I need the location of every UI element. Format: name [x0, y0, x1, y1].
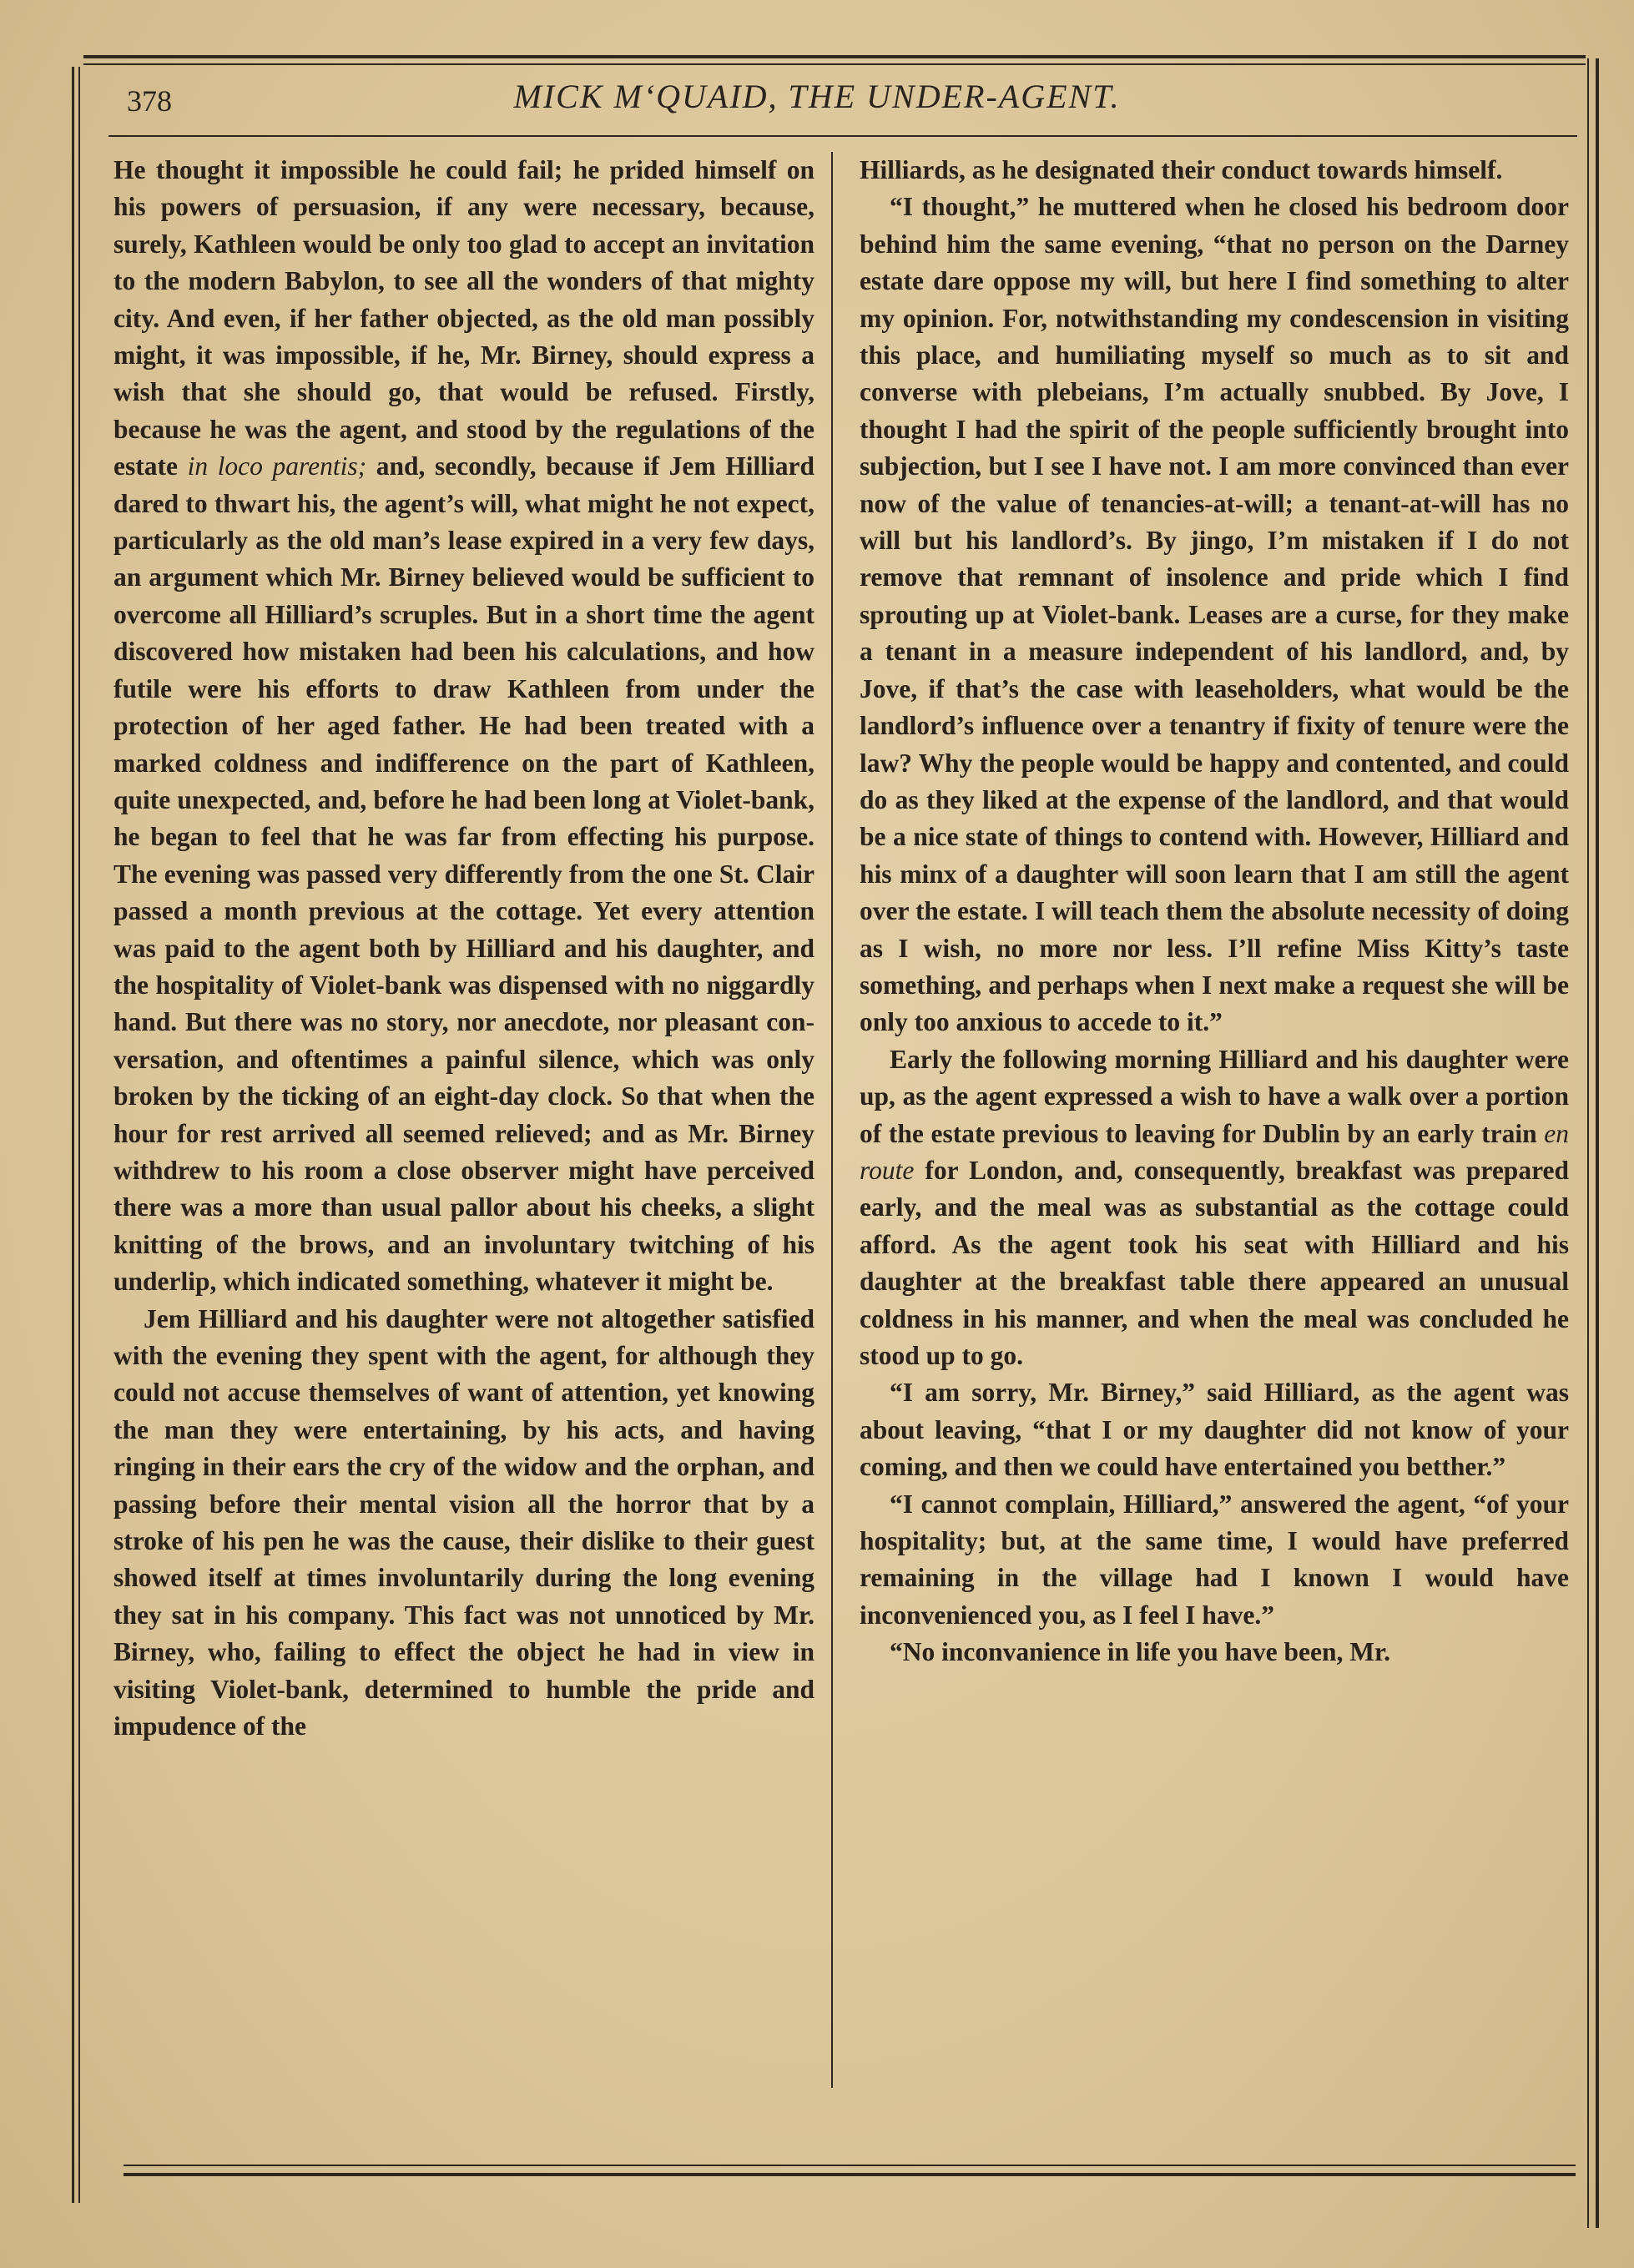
- right-column: [860, 152, 1569, 2117]
- left-border: [72, 67, 74, 2203]
- text-run: Early the following morning Hilliard and his daughter were up, as the agent expressed a wish to have a walk over a portion of the estate previous to leaving for Dublin by an early train: [860, 1044, 1569, 1148]
- paragraph: “I am sorry, Mr. Birney,” said Hilliard, as the agent was about leaving, “that I or my daughter did not know of your coming, and then we could have entertained you betther.”: [860, 1378, 1569, 1482]
- text-run: and, secondly, because if Jem Hilliard dared to thwart his, the agent’s will, what might he not expect, particularly as the old man’s lease expired in a very few days, an argument which Mr. Birney believed would be sufficient to overcome all Hilliard’s scruples. But in a short time the agent discovered how mistaken had been his calculations, and how futile were his efforts to draw Kathleen from under the protection of her aged father. He had been treated with a marked coldness and indifference on the part of Kathleen, quite unexpected, and, before he had been long at Violet-bank, he began to feel that he was far from effecting his purpose. The evening was passed very differently from the one St. Clair passed a month previous at the cottage. Yet every attention was paid to the agent both by Hilliard and his daughter, and the hospitality of Violet-bank was dispensed with no niggardly hand. But there was no story, nor anecdote, nor pleasant conversation, and oftentimes a painful silence, which was only broken by the ticking of an eight-day clock. So that when the hour for rest arrived all seemed relieved; and as Mr. Birney withdrew to his room a close observer might have perceived there was a more than usual pallor about his cheeks, a slight knitting of the brows, and an involuntary twitching of his underlip, which indicated something, whatever it might be.: [113, 451, 814, 1297]
- paragraph: [860, 1041, 1569, 1375]
- paragraph: [113, 152, 814, 1301]
- paragraph: Jem Hilliard and his daughter were not altogether satisfied with the evening they spent with the agent, for although they could not accuse themselves of want of attention, yet knowing the man they were entertaining, by his acts, and having ringing in their ears the cry of the widow and the orphan, and passing before their mental vision all the horror that by a stroke of his pen he was the cause, their dislike to their guest showed itself at times involuntarily during the long evening they sat in his company. This fact was not unnoticed by Mr. Birney, who, failing to effect the object he had in view in visiting Violet-bank, determined to humble the pride and impudence of the: [113, 1303, 814, 1741]
- left-border-inner: [78, 67, 80, 2203]
- text-run: He thought it impossible he could fail; he prided himself on his powers of persuasion, if any were necessary, because, surely, Kathleen would be only too glad to accept an invitation to the modern Babylon, to see all the wonders of that mighty city. And even, if her father objected, as the old man possibly might, it was impossible, if he, Mr. Birney, should express a wish that she should go, that would be refused. Firstly, because he was the agent, and stood by the regulations of the estate: [113, 155, 814, 481]
- right-border: [1596, 58, 1599, 2228]
- page-number: 378: [127, 84, 172, 118]
- text-run: for London, and, consequently, breakfast was prepared early, and the meal was as substantial as the cottage could afford. As the agent took his seat with Hilliard and his daughter at the breakfast table there appeared an unusual coldness in his manner, and when the meal was concluded he stood up to go.: [860, 1155, 1569, 1370]
- paragraph: “I thought,” he muttered when he closed his bedroom door behind him the same evening, “that no person on the Darney estate dare oppose my will, but here I find something to alter my opinion. For, notwithstanding my condescension in visiting this place, and humiliating myself so much as to sit and converse with plebeians, I’m actually snubbed. By Jove, I thought I had the spirit of the people sufficiently brought into subjection, but I see I have not. I am more convinced than ever now of the value of tenancies-at-will; a tenant-at-will has no will but his landlord’s. By jingo, I’m mistaken if I do not remove that remnant of insolence and pride which I find sprouting up at Violet-bank. Leases are a curse, for they make a tenant in a measure independent of his landlord, and, by Jove, if that’s the case with leaseholders, what would be the landlord’s influence over a tenantry if fixity of tenure were the law? Why the people would be happy and contented, and could do as they liked at the expense of the landlord, and that would be a nice state of things to contend with. However, Hilliard and his minx of a daughter will soon learn that I am still the agent over the estate. I will teach them the absolute necessity of doing as I wish, no more nor less. I’ll refine Miss Kitty’s taste something, and perhaps when I next make a request she will be only too anxious to accede to it.”: [860, 192, 1569, 1037]
- left-column: [113, 152, 814, 2117]
- italic-phrase: en route: [860, 1118, 1569, 1185]
- column-divider: [831, 152, 833, 2088]
- paragraph: “No inconvanience in life you have been, Mr.: [890, 1637, 1390, 1667]
- top-rule: [83, 55, 1586, 58]
- top-rule-inner: [83, 63, 1586, 65]
- bottom-rule-inner: [124, 2165, 1576, 2166]
- paragraph: “I cannot complain, Hilliard,” answered the agent, “of your hospitality; but, at the same time, I would have preferred remaining in the village had I known I would have inconvenienced you, as I feel I have.”: [860, 1489, 1569, 1630]
- right-border-inner: [1587, 58, 1589, 2228]
- bottom-rule: [124, 2173, 1576, 2176]
- paragraph: Hilliards, as he designated their conduct towards himself.: [860, 155, 1503, 184]
- italic-phrase: in loco parentis;: [187, 451, 367, 481]
- header-rule: [108, 135, 1577, 137]
- running-title: MICK M‘QUAID, THE UNDER-AGENT.: [513, 78, 1121, 115]
